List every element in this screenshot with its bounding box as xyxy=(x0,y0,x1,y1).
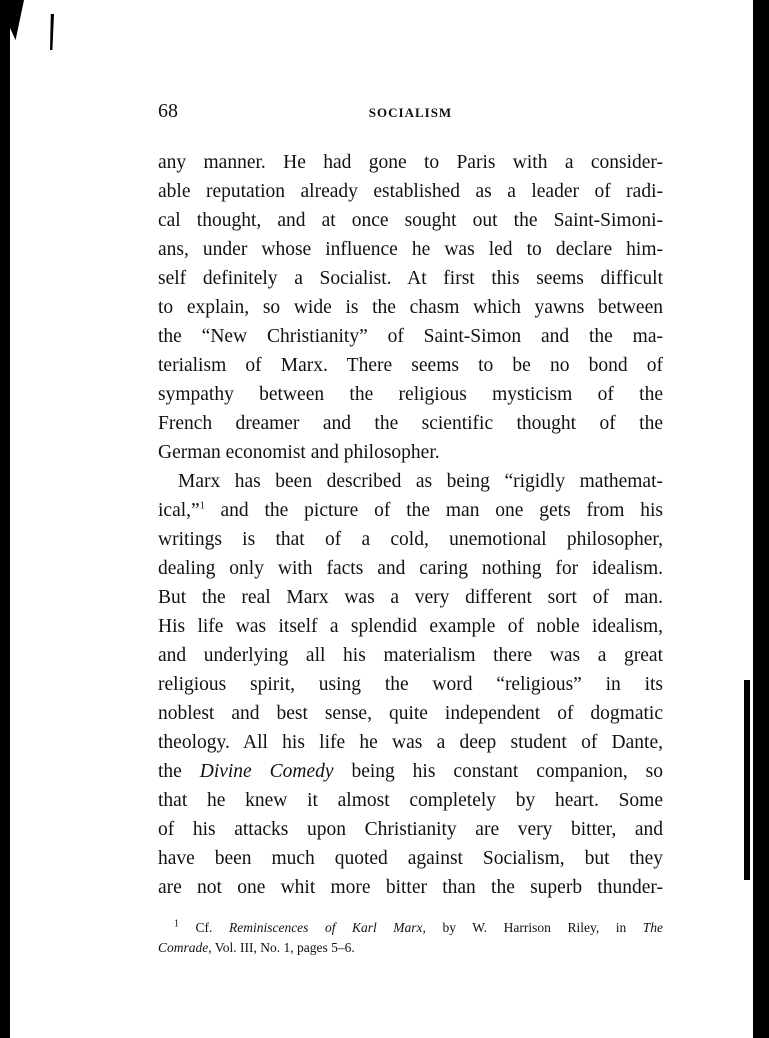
text-line: dealing only with facts and caring nothing for idealism. xyxy=(158,558,663,579)
text-line: terialism of Marx. There seems to be no bond of xyxy=(158,355,663,376)
footnote-journal: Comrade, xyxy=(158,940,212,955)
text-segment: the xyxy=(158,761,182,782)
scan-speck xyxy=(50,14,54,50)
running-title: SOCIALISM xyxy=(368,105,453,120)
text-line: sympathy between the religious mysticism of the xyxy=(158,384,663,405)
text-line: that he knew it almost completely by heart. Some xyxy=(158,790,663,811)
footnote-ref: 1 xyxy=(199,500,205,512)
text-line: French dreamer and the scientific thought of the xyxy=(158,413,663,434)
text-line: noblest and best sense, quite independent of dogmatic xyxy=(158,703,663,724)
footnote-line xyxy=(158,938,663,958)
text-line: able reputation already established as a leader of radi- xyxy=(158,181,663,202)
text-line: self definitely a Socialist. At first this seems difficult xyxy=(158,268,663,289)
text-line: cal thought, and at once sought out the Saint-Simoni- xyxy=(158,210,663,231)
text-line: writings is that of a cold, unemotional philosopher, xyxy=(158,529,663,550)
text-line: ans, under whose influence he was led to declare him- xyxy=(158,239,663,260)
text-line: have been much quoted against Socialism, but they xyxy=(158,848,663,869)
footnote-marker: 1 xyxy=(174,918,179,930)
text-segment: ical,” xyxy=(158,500,200,521)
text-line: of his attacks upon Christianity are very bitter, and xyxy=(158,819,663,840)
text-line: and underlying all his materialism there was a great xyxy=(158,645,663,666)
text-line: But the real Marx was a very different sort of man. xyxy=(158,587,663,608)
footnote-title: Reminiscences of Karl Marx, xyxy=(228,920,426,935)
text-line: religious spirit, using the word “religious” in its xyxy=(158,674,663,695)
text-line: Marx has been described as being “rigidly mathemat- xyxy=(178,471,663,492)
text-line: theology. All his life he was a deep student of Dante, xyxy=(158,732,663,753)
text-line: the “New Christianity” of Saint-Simon and the ma- xyxy=(158,326,663,347)
scan-edge-mark xyxy=(10,0,24,40)
text-line: German economist and philosopher. xyxy=(158,442,440,463)
page-number: 68 xyxy=(158,100,178,122)
text-line xyxy=(158,757,663,786)
footnote-suffix: Vol. III, No. 1, pages 5–6. xyxy=(214,940,355,955)
scan-edge-left xyxy=(0,0,10,1038)
text-line: to explain, so wide is the chasm which yawns between xyxy=(158,297,663,318)
text-line: are not one whit more bitter than the superb thunder- xyxy=(158,877,663,898)
text-line: His life was itself a splendid example of noble idealism, xyxy=(158,616,663,637)
text-segment: and the picture of the man one gets from his xyxy=(220,500,664,521)
scan-edge-right-mark xyxy=(744,680,750,880)
footnote xyxy=(158,918,663,958)
text-line: any manner. He had gone to Paris with a consider- xyxy=(158,152,663,173)
text-line xyxy=(158,496,663,525)
footnote-journal: The xyxy=(642,920,664,935)
book-title: Divine Comedy xyxy=(199,761,334,782)
text-segment: being his constant companion, so xyxy=(351,761,663,782)
scan-edge-right xyxy=(753,0,769,1038)
running-head xyxy=(158,100,663,126)
body-text xyxy=(158,148,663,902)
footnote-prefix: Cf. xyxy=(195,920,213,935)
footnote-line xyxy=(158,918,663,938)
footnote-middle: by W. Harrison Riley, in xyxy=(442,920,627,935)
